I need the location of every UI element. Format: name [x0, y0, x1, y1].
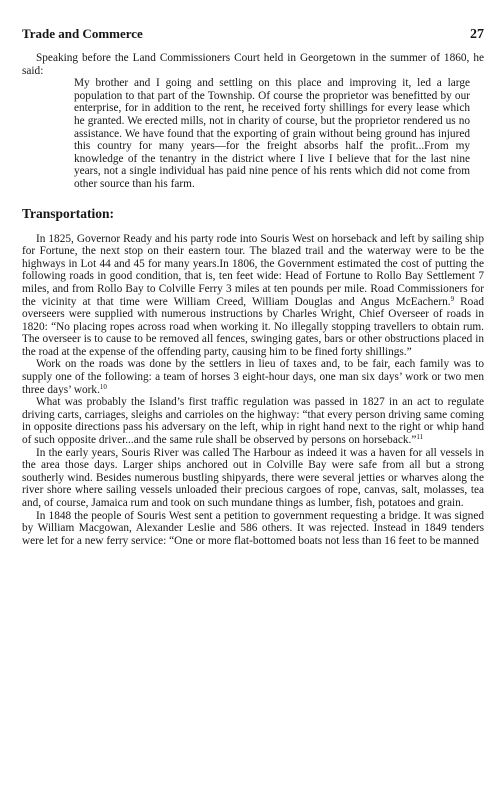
paragraph-harbour: [22, 447, 484, 510]
page-number: 27: [470, 27, 484, 42]
paragraph-text: In the early years, Souris River was called The Harbour as indeed it was a haven for all vessels in the area those days. Larger ships anchored out in Colville Bay were safe from all but a strong southerly wind. Besides numerous bustling shipyards, there were several jetties or wharves along the river shore where sailing vessels unloaded their precious cargoes of rope, canvas, salt, molasses, tea and, of course, Jamaica rum and took on such mundane things as lumber, fish, potatoes and grain.: [22, 446, 484, 509]
footnote-marker: 9: [450, 294, 455, 303]
paragraph-text: In 1825, Governor Ready and his party rode into Souris West on horseback and left by sailing ship for Fortune, the next stop on their eastern tour. The blazed trail and the waterway were to be the highways in Lot 44 and 45 for many years.In 1806, the Government estimated the cost of putting the following roads in good condition, that is, ten feet wide: Head of Fortune to Rollo Bay Settlement 7 miles, and from Rollo Bay to Colville Ferry 3 miles at ten pounds per mile. Road Commissioners for the vicinity at that time were William Creed, William Douglas and Angus McEachern.: [22, 232, 484, 308]
paragraph-bridge-petition: [22, 510, 484, 548]
footnote-marker: 11: [416, 433, 424, 442]
chapter-title: Trade and Commerce: [22, 26, 143, 41]
running-header: [22, 26, 484, 45]
paragraph-text: In 1848 the people of Souris West sent a petition to government requesting a bridge. It was signed by William Macgowan, Alexander Leslie and 586 others. It was rejected. Instead in 1849 tenders were let for a new ferry service: “One or more flat-bottomed boats not less than 16 feet to be manned: [22, 509, 484, 547]
section-heading: Transportation:: [22, 205, 115, 221]
paragraph-text: Road overseers were supplied with numerous instructions by Charles Wright, Chief Overseer of roads in 1820: “No placing ropes across road when working it. No illegally stopping travellers to obtain rum. The overseer is to cause to be removed all fences, swinging gates, bars or other obstructions placed in the road at the expense of the offending party, causing him to be fined forty shillings.”: [22, 295, 484, 358]
paragraph-road-work: [22, 358, 484, 396]
footnote-marker: 10: [99, 382, 107, 391]
paragraph-traffic-regulation: [22, 396, 484, 446]
paragraph-text: Work on the roads was done by the settlers in lieu of taxes and, to be fair, each family was to supply one of the following: a team of horses 3 eight-hour days, one man six days’ work or two men three days’ work.: [22, 358, 484, 396]
intro-paragraph: Speaking before the Land Commissioners Court held in Georgetown in the summer of 1860, he said:: [22, 52, 484, 77]
paragraph-text: What was probably the Island’s first traffic regulation was passed in 1827 in an act to regulate driving carts, carriages, sleighs and carrioles on the highway: “that every person driving same coming in opposite directions pass his adversary on the left, whip in right hand next to the right or whip hand of such opposite driver...and the same rule shall be observed by persons on horseback.”: [22, 396, 484, 447]
block-quote: My brother and I going and settling on this place and improving it, led a large population to that part of the Township. Of course the proprietor was benefitted by our enterprise, for in addition to the rent, he received forty shillings for every lease which he granted. We erected mills, not in charity of course, but the proprietor rendered us no assistance. We have found that the exporting of grain without being ground has injured this country for many years—for the freight absorbs half the profit...From my knowledge of the tenantry in the district where I live I believe that for the last nine years, not a single individual has paid nine pence of his rents which did not come from other source than his farm.: [74, 77, 470, 190]
book-page: [22, 26, 484, 547]
paragraph-roads-history: [22, 233, 484, 359]
